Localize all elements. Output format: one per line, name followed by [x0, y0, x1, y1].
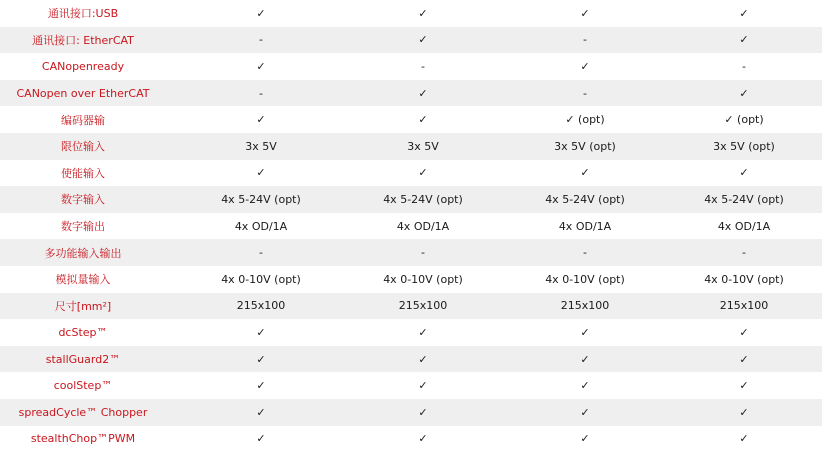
table-cell: ✓ [666, 160, 822, 187]
table-cell: ✓ [342, 160, 504, 187]
table-cell: 3x 5V [180, 133, 342, 160]
table-cell: - [504, 27, 666, 54]
table-cell: ✓ [180, 399, 342, 426]
table-cell: ✓ [666, 0, 822, 27]
table-cell: ✓ [504, 0, 666, 27]
table-row [0, 293, 822, 320]
table-cell: 4x OD/1A [504, 213, 666, 240]
table-row [0, 133, 822, 160]
row-label: CANopenready [0, 53, 180, 80]
row-label: coolStep™ [0, 372, 180, 399]
table-cell: 215x100 [180, 293, 342, 320]
table-cell: - [504, 80, 666, 107]
table-cell: ✓ [342, 27, 504, 54]
table-cell: ✓ [180, 426, 342, 452]
row-label: 限位输入 [0, 133, 180, 160]
table-row [0, 399, 822, 426]
table-cell: ✓ [342, 106, 504, 133]
table-cell: - [504, 239, 666, 266]
row-label: 数字输入 [0, 186, 180, 213]
table-cell: 3x 5V (opt) [666, 133, 822, 160]
table-cell: 4x OD/1A [666, 213, 822, 240]
table-cell: ✓ [180, 106, 342, 133]
row-label: 多功能输入输出 [0, 239, 180, 266]
row-label: stallGuard2™ [0, 346, 180, 373]
row-label: 通讯接口:USB [0, 0, 180, 27]
table-cell: ✓ [180, 160, 342, 187]
table-row [0, 213, 822, 240]
table-cell: ✓ (opt) [504, 106, 666, 133]
table-cell: ✓ [180, 0, 342, 27]
table-cell: ✓ [666, 372, 822, 399]
table-cell: - [180, 27, 342, 54]
table-row [0, 372, 822, 399]
table-cell: ✓ [180, 53, 342, 80]
table-cell: 4x 5-24V (opt) [342, 186, 504, 213]
table-row [0, 27, 822, 54]
table-row [0, 239, 822, 266]
table-cell: ✓ [666, 346, 822, 373]
row-label: spreadCycle™ Chopper [0, 399, 180, 426]
row-label: 编码器输 [0, 106, 180, 133]
table-cell: ✓ [504, 319, 666, 346]
table-cell: ✓ [666, 27, 822, 54]
table-row [0, 426, 822, 452]
row-label: 尺寸[mm²] [0, 293, 180, 320]
table-cell: 4x 5-24V (opt) [504, 186, 666, 213]
table-cell: 3x 5V (opt) [504, 133, 666, 160]
table-row [0, 106, 822, 133]
table-cell: - [342, 239, 504, 266]
table-cell: 4x 0-10V (opt) [342, 266, 504, 293]
table-cell: - [342, 53, 504, 80]
table-cell: ✓ [504, 160, 666, 187]
table-cell: - [666, 239, 822, 266]
table-cell: 4x 0-10V (opt) [504, 266, 666, 293]
table-cell: - [180, 80, 342, 107]
table-row [0, 0, 822, 27]
table-cell: ✓ (opt) [666, 106, 822, 133]
table-cell: 215x100 [504, 293, 666, 320]
row-label: 数字输出 [0, 213, 180, 240]
table-cell: ✓ [342, 319, 504, 346]
table-cell: 4x OD/1A [180, 213, 342, 240]
table-cell: ✓ [180, 346, 342, 373]
table-cell: - [666, 53, 822, 80]
table-cell: ✓ [504, 53, 666, 80]
table-cell: 4x 5-24V (opt) [666, 186, 822, 213]
table-cell: ✓ [342, 426, 504, 452]
table-cell: 4x OD/1A [342, 213, 504, 240]
table-cell: ✓ [504, 399, 666, 426]
table-cell: ✓ [666, 80, 822, 107]
table-cell: ✓ [342, 346, 504, 373]
table-cell: ✓ [180, 372, 342, 399]
table-cell: ✓ [342, 0, 504, 27]
table-cell: ✓ [342, 80, 504, 107]
table-row [0, 53, 822, 80]
table-cell: 3x 5V [342, 133, 504, 160]
table-cell: ✓ [666, 319, 822, 346]
table-row [0, 346, 822, 373]
row-label: stealthChop™PWM [0, 426, 180, 452]
table-cell: 215x100 [342, 293, 504, 320]
table-cell: ✓ [342, 399, 504, 426]
row-label: 使能输入 [0, 160, 180, 187]
table-cell: ✓ [504, 426, 666, 452]
table-cell: ✓ [666, 399, 822, 426]
table-cell: 4x 0-10V (opt) [180, 266, 342, 293]
row-label: dcStep™ [0, 319, 180, 346]
table-cell: ✓ [342, 372, 504, 399]
table-row [0, 319, 822, 346]
table-cell: ✓ [666, 426, 822, 452]
table-row [0, 80, 822, 107]
table-cell: 4x 5-24V (opt) [180, 186, 342, 213]
table-cell: ✓ [504, 372, 666, 399]
row-label: CANopen over EtherCAT [0, 80, 180, 107]
table-row [0, 160, 822, 187]
table-cell: 4x 0-10V (opt) [666, 266, 822, 293]
table-row [0, 266, 822, 293]
table-cell: - [180, 239, 342, 266]
row-label: 通讯接口: EtherCAT [0, 27, 180, 54]
table-cell: ✓ [504, 346, 666, 373]
table-cell: ✓ [180, 319, 342, 346]
table-cell: 215x100 [666, 293, 822, 320]
row-label: 模拟量输入 [0, 266, 180, 293]
table-row [0, 186, 822, 213]
